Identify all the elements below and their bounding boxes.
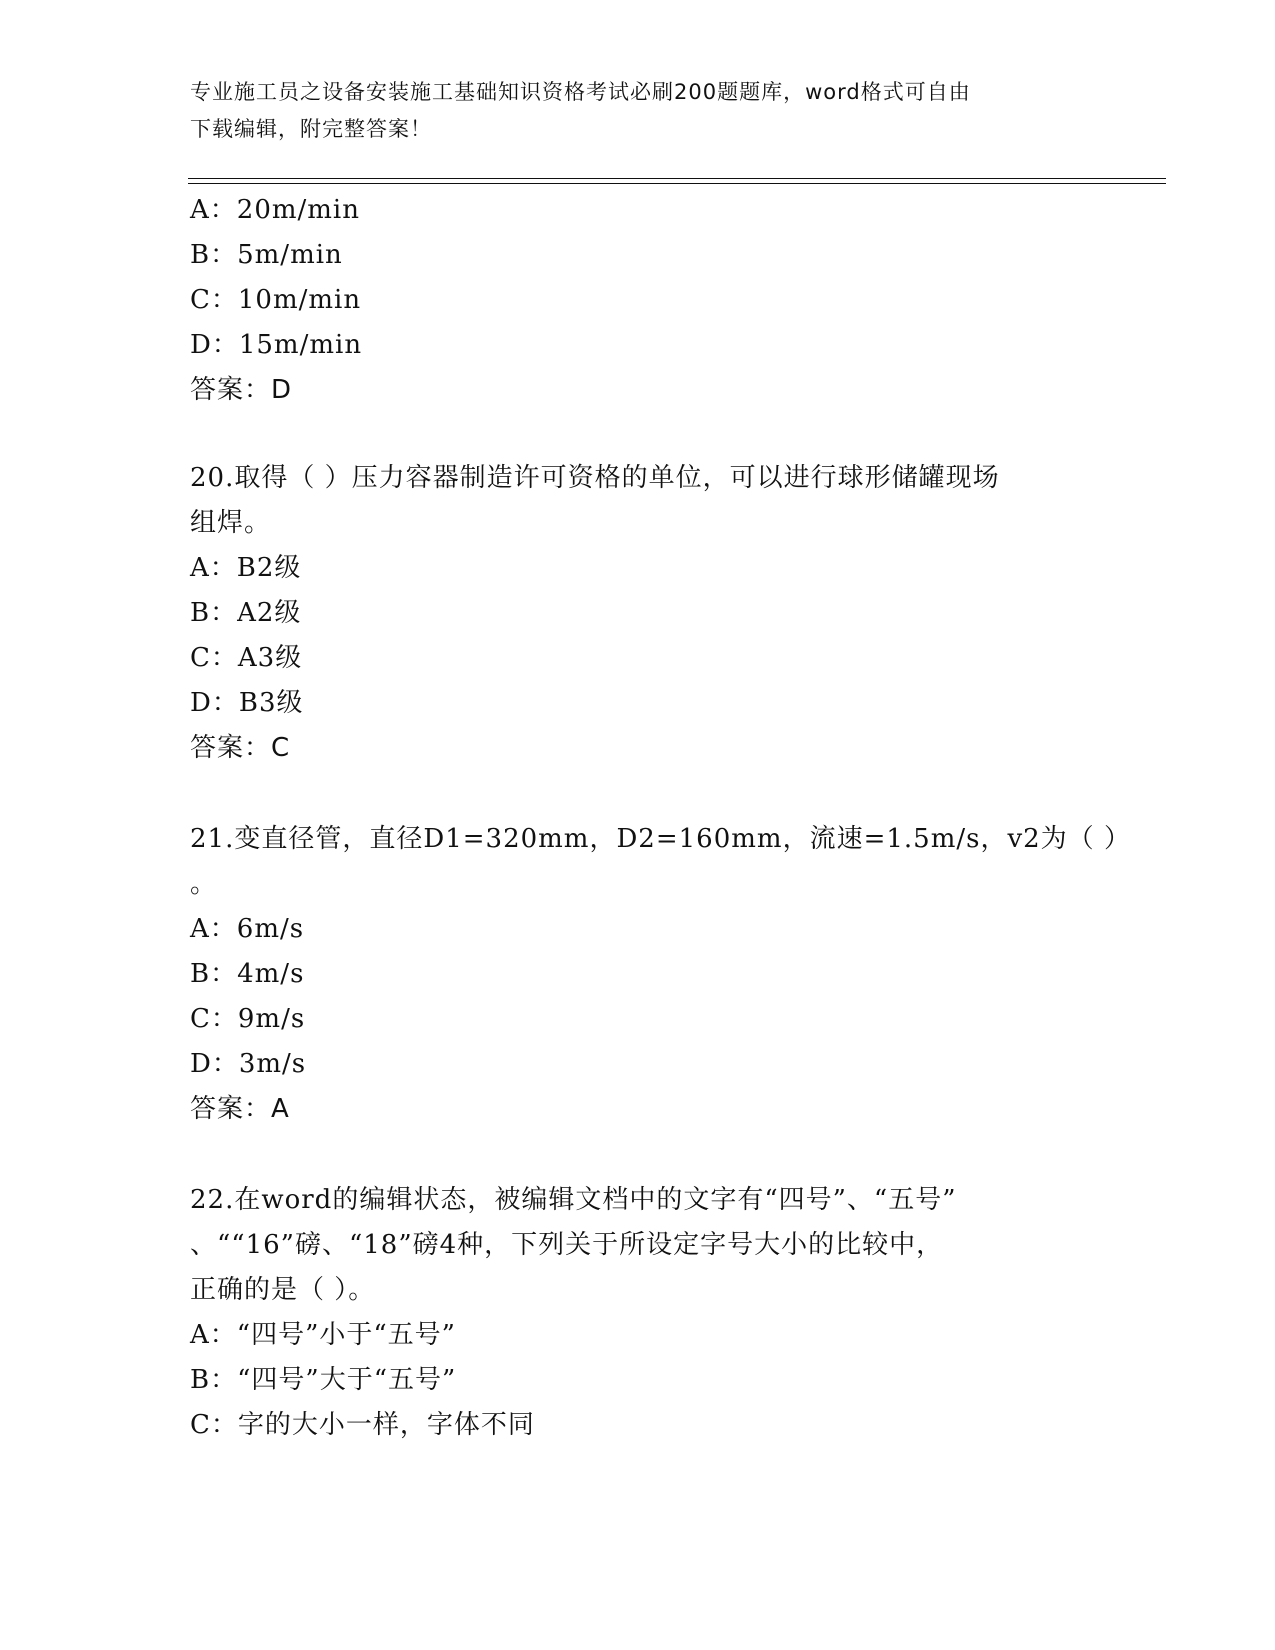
q22-stem-line-1: 22.在word的编辑状态，被编辑文档中的文字有“四号”、“五号”	[190, 1185, 957, 1215]
q22-option-c: C：字的大小一样，字体不同	[190, 1410, 535, 1440]
q19-option-d: D：15m/min	[190, 330, 363, 360]
header-divider-top	[188, 178, 1166, 179]
q22-option-b: B：“四号”大于“五号”	[190, 1365, 457, 1395]
q21-option-a: A：6m/s	[190, 914, 305, 944]
q21-option-d: D：3m/s	[190, 1049, 307, 1079]
q19-answer: 答案：D	[190, 375, 293, 405]
q22-stem-line-2: 、““16”磅、“18”磅4种，下列关于所设定字号大小的比较中，	[190, 1230, 944, 1260]
q21-answer: 答案：A	[190, 1094, 290, 1124]
q21-stem-line-1: 21.变直径管，直径D1=320mm，D2=160mm，流速=1.5m/s，v2为（ ）	[190, 824, 1131, 854]
q22-option-a: A：“四号”小于“五号”	[190, 1320, 456, 1350]
q20-stem-line-2: 组焊。	[190, 508, 272, 538]
q19-option-a: A：20m/min	[190, 195, 360, 225]
q20-option-d: D：B3级	[190, 688, 304, 718]
q19-option-c: C：10m/min	[190, 285, 362, 315]
document-header	[190, 74, 1090, 148]
q20-answer: 答案：C	[190, 733, 291, 763]
q20-stem-line-1: 20.取得（ ）压力容器制造许可资格的单位，可以进行球形储罐现场	[190, 463, 1000, 493]
q20-option-a: A：B2级	[190, 553, 302, 583]
q20-option-c: C：A3级	[190, 643, 303, 673]
q20-option-b: B：A2级	[190, 598, 302, 628]
header-divider-bottom	[188, 183, 1166, 184]
q19-option-b: B：5m/min	[190, 240, 343, 270]
header-line-1: 专业施工员之设备安装施工基础知识资格考试必刷200题题库，word格式可自由	[190, 80, 971, 104]
q21-stem-line-2: 。	[190, 869, 218, 899]
q21-option-b: B：4m/s	[190, 959, 305, 989]
q21-option-c: C：9m/s	[190, 1004, 306, 1034]
header-line-2: 下载编辑，附完整答案！	[190, 117, 432, 141]
q22-stem-line-3: 正确的是（ ）。	[190, 1275, 376, 1305]
